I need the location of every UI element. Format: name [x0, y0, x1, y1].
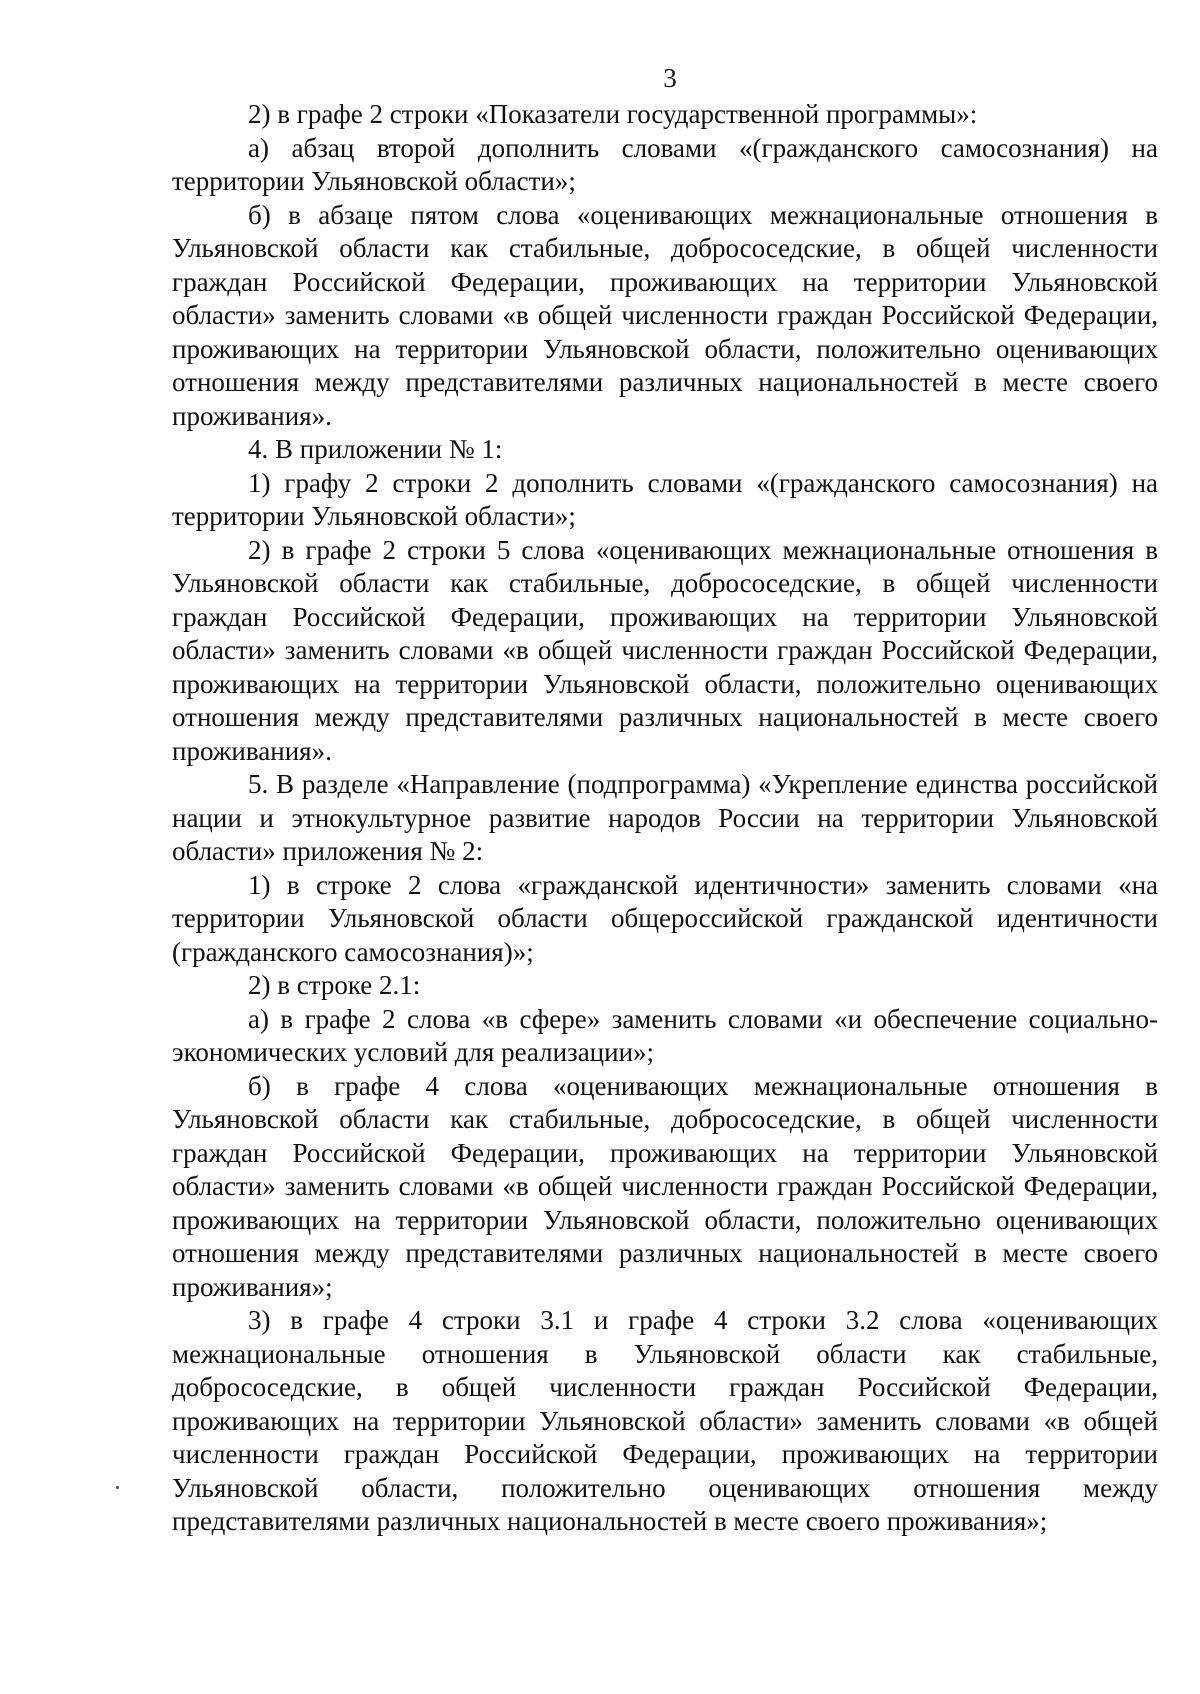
paragraph-section-5: 5. В разделе «Направление (подпрограмма) «Укрепление единства российской нации и этнокультурное развитие народов России на территории Ульяновской области» приложения № 2: [172, 769, 1158, 866]
paragraph-subitem-a: а) абзац второй дополнить словами «(гражданского самосознания) на территории Ульяновской области»; [172, 132, 1158, 196]
paragraph-section-5-item-2-b: б) в графе 4 слова «оценивающих межнациональные отношения в Ульяновской области как стабильные, добрососедские, в общей численности граждан Российской Федерации, проживающих на территории Ульяновской области» заменить словами «в общей численности граждан Российской Федерации, проживающих на территории Ульяновской области, положительно оценивающих отношения между представителями различных национальностей в месте своего проживания»; [172, 1070, 1158, 1302]
scan-speck [116, 1486, 119, 1489]
paragraph-item-2-heading: 2) в графе 2 строки «Показатели государственной программы»: [248, 99, 978, 129]
paragraph-section-5-item-2-a: а) в графе 2 слова «в сфере» заменить словами «и обеспечение социально-экономических условий для реализации»; [172, 1003, 1158, 1067]
paragraph-section-4-item-1: 1) графу 2 строки 2 дополнить словами «(гражданского самосознания) на территории Ульяновской области»; [172, 467, 1158, 531]
paragraph-section-4-item-2: 2) в графе 2 строки 5 слова «оценивающих межнациональные отношения в Ульяновской области как стабильные, добрососедские, в общей численности граждан Российской Федерации, проживающих на территории Ульяновской области» заменить словами «в общей численности граждан Российской Федерации, проживающих на территории Ульяновской области, положительно оценивающих отношения между представителями различных национальностей в месте своего проживания». [172, 534, 1158, 766]
paragraph-section-5-item-2: 2) в строке 2.1: [248, 970, 421, 1000]
document-body [172, 98, 1158, 1539]
paragraph-subitem-b: б) в абзаце пятом слова «оценивающих межнациональные отношения в Ульяновской области как стабильные, добрососедские, в общей численности граждан Российской Федерации, проживающих на территории Ульяновской области» заменить словами «в общей численности граждан Российской Федерации, проживающих на территории Ульяновской области, положительно оценивающих отношения между представителями различных национальностей в месте своего проживания». [172, 199, 1158, 431]
page-number: 3 [663, 63, 677, 93]
paragraph-section-4: 4. В приложении № 1: [248, 434, 503, 464]
paragraph-section-5-item-3: 3) в графе 4 строки 3.1 и графе 4 строки 3.2 слова «оценивающих межнациональные отношения в Ульяновской области как стабильные, добрососедские, в общей численности граждан Российской Федерации, проживающих на территории Ульяновской области» заменить словами «в общей численности граждан Российской Федерации, проживающих на территории Ульяновской области, положительно оценивающих отношения между представителями различных национальностей в месте своего проживания»; [172, 1305, 1158, 1536]
paragraph-section-5-item-1: 1) в строке 2 слова «гражданской идентичности» заменить словами «на территории Ульяновской области общероссийской гражданской идентичности (гражданского самосознания)»; [172, 869, 1158, 967]
